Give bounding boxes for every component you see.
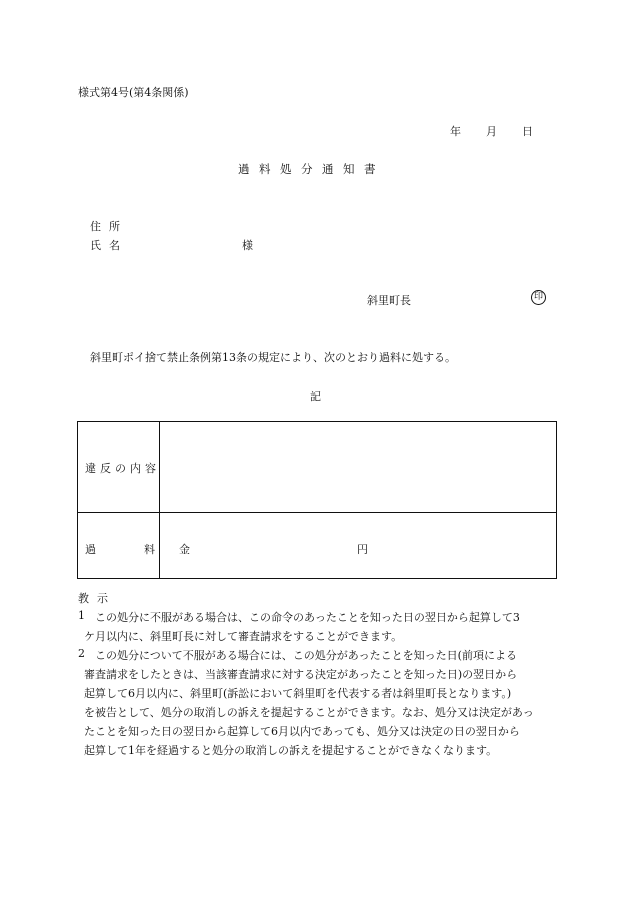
- fine-label-second: 料: [144, 543, 155, 556]
- notice-item-2-line: 起算して6月以内に、斜里町(訴訟において斜里町を代表する者は斜里町長となります。): [84, 687, 512, 700]
- table-row-divider: [78, 512, 556, 513]
- notice-item-1-number: 1: [78, 609, 85, 622]
- body-text: 斜里町ポイ捨て禁止条例第13条の規定により、次のとおり過料に処する。: [90, 351, 456, 364]
- honorific: 様: [242, 239, 253, 252]
- ki-heading: 記: [310, 390, 321, 403]
- address-label: 住所: [90, 220, 128, 233]
- notice-item-1-line: ケ月以内に、斜里町長に対して審査請求をすることができます。: [84, 630, 403, 643]
- notice-item-2-line: を被告として、処分の取消しの訴えを提起することができます。なお、処分又は決定があっ: [84, 706, 534, 719]
- date-year: 年: [450, 125, 461, 138]
- notice-item-2-number: 2: [78, 647, 85, 660]
- table-column-divider: [159, 422, 160, 578]
- date-month: 月: [486, 125, 497, 138]
- issuer-name: 斜里町長: [367, 294, 411, 307]
- notice-item-2-line: この処分について不服がある場合には、この処分があったことを知った日(前項による: [95, 649, 517, 662]
- form-number: 様式第4号(第4条関係): [78, 86, 189, 99]
- seal-mark: 印: [531, 290, 546, 305]
- notice-item-2-line: たことを知った日の翌日から起算して6月以内であっても、処分又は決定の日の翌日から: [84, 725, 520, 738]
- fine-amount-unit: 円: [357, 543, 368, 556]
- fine-label-first: 過: [85, 543, 96, 556]
- notice-title: 教示: [78, 592, 116, 605]
- violation-label: 違反の内容: [85, 462, 160, 475]
- notice-item-2-line: 審査請求をしたときは、当該審査請求に対する決定があったことを知った日)の翌日から: [84, 668, 518, 681]
- date-day: 日: [522, 125, 533, 138]
- document-title: 過料処分通知書: [238, 162, 385, 176]
- detail-table: [77, 421, 557, 579]
- date-line: [450, 123, 533, 139]
- notice-item-2-line: 起算して1年を経過すると処分の取消しの訴えを提起することができなくなります。: [84, 744, 498, 757]
- fine-amount-prefix: 金: [179, 543, 190, 556]
- name-label: 氏名: [90, 239, 128, 252]
- notice-item-1-line: この処分に不服がある場合は、この命令のあったことを知った日の翌日から起算して3: [95, 611, 520, 624]
